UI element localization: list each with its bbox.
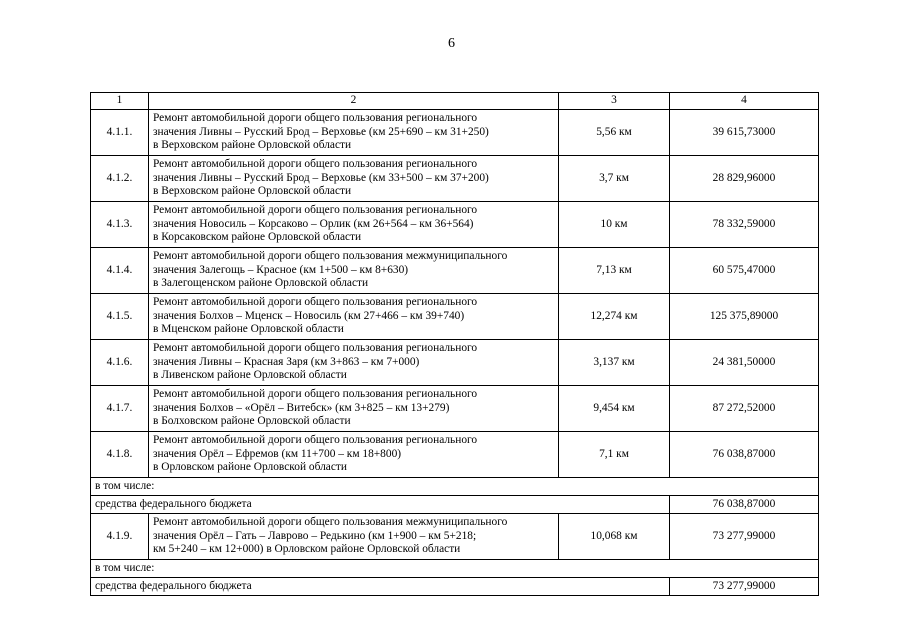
item-amount: 39 615,73000 bbox=[670, 110, 819, 156]
federal-budget-amount: 73 277,99000 bbox=[670, 578, 819, 596]
header-col-2: 2 bbox=[149, 93, 559, 110]
item-description bbox=[149, 156, 559, 202]
description-line: значения Ливны – Русский Брод – Верховье (км 33+500 – км 37+200) bbox=[153, 171, 489, 184]
item-amount: 125 375,89000 bbox=[670, 294, 819, 340]
header-col-1: 1 bbox=[91, 93, 149, 110]
item-description bbox=[149, 514, 559, 560]
header-row bbox=[91, 93, 819, 110]
description-line: Ремонт автомобильной дороги общего пользования межмуниципального bbox=[153, 516, 508, 529]
item-amount: 60 575,47000 bbox=[670, 248, 819, 294]
including-label: в том числе: bbox=[91, 560, 819, 578]
description-line: значения Ливны – Русский Брод – Верховье (км 25+690 – км 31+250) bbox=[153, 125, 489, 138]
federal-budget-label: средства федерального бюджета bbox=[91, 496, 670, 514]
item-amount: 28 829,96000 bbox=[670, 156, 819, 202]
table-row bbox=[91, 294, 819, 340]
item-length: 9,454 км bbox=[559, 386, 670, 432]
federal-budget-row bbox=[91, 496, 819, 514]
table-row bbox=[91, 386, 819, 432]
item-length: 7,13 км bbox=[559, 248, 670, 294]
item-number: 4.1.9. bbox=[91, 514, 149, 560]
description-line: Ремонт автомобильной дороги общего пользования регионального bbox=[153, 388, 478, 401]
description-line: Ремонт автомобильной дороги общего пользования регионального bbox=[153, 112, 478, 125]
table-row bbox=[91, 202, 819, 248]
including-label: в том числе: bbox=[91, 478, 819, 496]
description-line: Ремонт автомобильной дороги общего пользования регионального bbox=[153, 158, 478, 171]
description-line: Ремонт автомобильной дороги общего пользования регионального bbox=[153, 342, 478, 355]
including-row bbox=[91, 560, 819, 578]
description-line: Ремонт автомобильной дороги общего пользования регионального bbox=[153, 434, 478, 447]
description-line: в Болховском районе Орловской области bbox=[153, 415, 351, 428]
federal-budget-label: средства федерального бюджета bbox=[91, 578, 670, 596]
description-line: в Мценском районе Орловской области bbox=[153, 323, 344, 336]
description-line: Ремонт автомобильной дороги общего пользования регионального bbox=[153, 204, 478, 217]
item-description bbox=[149, 432, 559, 478]
item-amount: 73 277,99000 bbox=[670, 514, 819, 560]
table-row bbox=[91, 110, 819, 156]
document-table bbox=[90, 92, 819, 596]
description-line: в Корсаковском районе Орловской области bbox=[153, 231, 362, 244]
description-line: в Залегощенском районе Орловской области bbox=[153, 277, 369, 290]
description-line: Ремонт автомобильной дороги общего пользования межмуниципального bbox=[153, 250, 508, 263]
item-length: 5,56 км bbox=[559, 110, 670, 156]
description-line: значения Залегощь – Красное (км 1+500 – км 8+630) bbox=[153, 263, 409, 276]
table-row bbox=[91, 248, 819, 294]
item-amount: 78 332,59000 bbox=[670, 202, 819, 248]
description-line: в Верховском районе Орловской области bbox=[153, 185, 352, 198]
description-line: в Ливенском районе Орловской области bbox=[153, 369, 347, 382]
description-line: в Верховском районе Орловской области bbox=[153, 139, 352, 152]
item-description bbox=[149, 386, 559, 432]
description-line: в Орловском районе Орловской области bbox=[153, 461, 347, 474]
including-row bbox=[91, 478, 819, 496]
item-description bbox=[149, 340, 559, 386]
description-line: значения Болхов – «Орёл – Витебск» (км 3+825 – км 13+279) bbox=[153, 401, 450, 414]
item-length: 7,1 км bbox=[559, 432, 670, 478]
item-number: 4.1.6. bbox=[91, 340, 149, 386]
table-row bbox=[91, 514, 819, 560]
federal-budget-row bbox=[91, 578, 819, 596]
item-number: 4.1.8. bbox=[91, 432, 149, 478]
description-line: значения Ливны – Красная Заря (км 3+863 – км 7+000) bbox=[153, 355, 420, 368]
item-description bbox=[149, 248, 559, 294]
item-number: 4.1.4. bbox=[91, 248, 149, 294]
item-number: 4.1.5. bbox=[91, 294, 149, 340]
table-row bbox=[91, 340, 819, 386]
description-line: значения Новосиль – Корсаково – Орлик (км 26+564 – км 36+564) bbox=[153, 217, 474, 230]
description-line: Ремонт автомобильной дороги общего пользования регионального bbox=[153, 296, 478, 309]
federal-budget-amount: 76 038,87000 bbox=[670, 496, 819, 514]
item-description bbox=[149, 294, 559, 340]
item-description bbox=[149, 202, 559, 248]
item-amount: 87 272,52000 bbox=[670, 386, 819, 432]
item-length: 12,274 км bbox=[559, 294, 670, 340]
description-line: значения Орёл – Гать – Лаврово – Редькино (км 1+900 – км 5+218; bbox=[153, 529, 477, 542]
table-body bbox=[91, 93, 819, 596]
item-length: 10 км bbox=[559, 202, 670, 248]
header-col-4: 4 bbox=[670, 93, 819, 110]
item-number: 4.1.7. bbox=[91, 386, 149, 432]
item-description bbox=[149, 110, 559, 156]
item-length: 3,137 км bbox=[559, 340, 670, 386]
table-row bbox=[91, 432, 819, 478]
item-number: 4.1.1. bbox=[91, 110, 149, 156]
item-number: 4.1.2. bbox=[91, 156, 149, 202]
table-row bbox=[91, 156, 819, 202]
page-number: 6 bbox=[448, 36, 455, 51]
item-amount: 24 381,50000 bbox=[670, 340, 819, 386]
item-amount: 76 038,87000 bbox=[670, 432, 819, 478]
item-number: 4.1.3. bbox=[91, 202, 149, 248]
description-line: км 5+240 – км 12+000) в Орловском районе Орловской области bbox=[153, 543, 461, 556]
description-line: значения Орёл – Ефремов (км 11+700 – км 18+800) bbox=[153, 447, 402, 460]
item-length: 3,7 км bbox=[559, 156, 670, 202]
item-length: 10,068 км bbox=[559, 514, 670, 560]
header-col-3: 3 bbox=[559, 93, 670, 110]
description-line: значения Болхов – Мценск – Новосиль (км 27+466 – км 39+740) bbox=[153, 309, 465, 322]
